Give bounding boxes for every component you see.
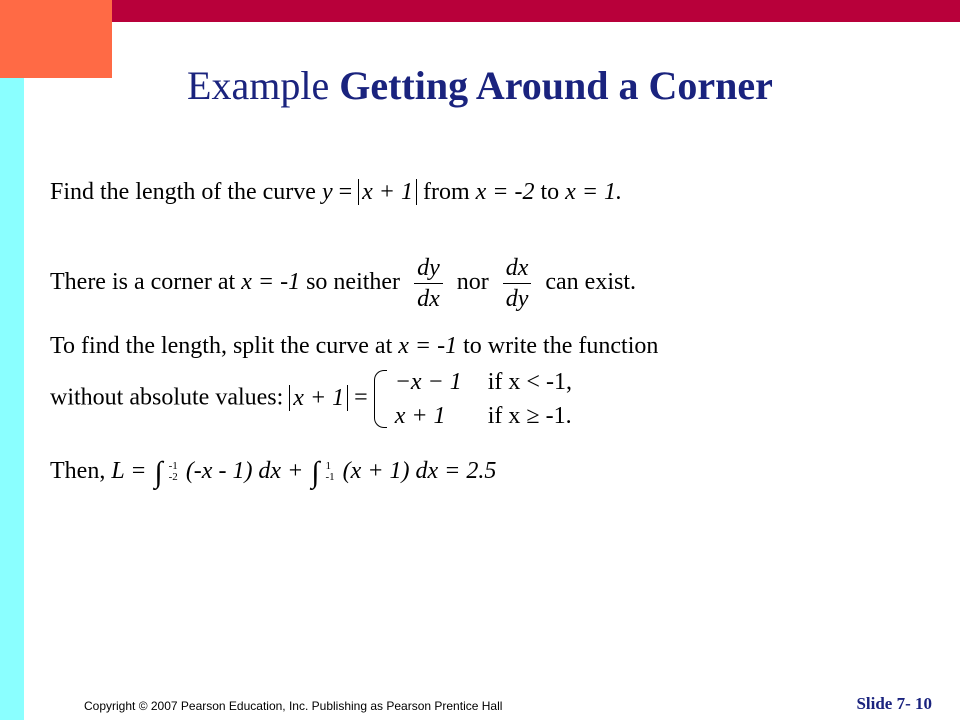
frac1-numerator: dy bbox=[414, 256, 443, 284]
abs-expression: x + 1 bbox=[289, 385, 348, 411]
derivative-dy-dx bbox=[414, 256, 443, 311]
then-text: Then, bbox=[50, 458, 106, 484]
frac2-denominator: dy bbox=[505, 286, 529, 312]
absolute-value-expression: x + 1 bbox=[358, 179, 417, 205]
piecewise-function bbox=[374, 370, 572, 428]
integral1-limits bbox=[169, 461, 178, 484]
integrand-1: (-x - 1) dx + bbox=[185, 458, 304, 484]
from-text: from bbox=[423, 179, 470, 205]
integral-statement bbox=[50, 458, 496, 488]
frac1-denominator: dx bbox=[417, 286, 440, 312]
case2-condition: if x ≥ -1. bbox=[487, 403, 572, 429]
piecewise-equals: = bbox=[354, 384, 368, 411]
equals-sign: = bbox=[338, 179, 353, 205]
title-main: Getting Around a Corner bbox=[339, 63, 773, 108]
integral2-lower: -1 bbox=[325, 471, 335, 484]
slide-number: Slide 7- 10 bbox=[856, 694, 932, 713]
integral-sign-2: ∫ bbox=[311, 456, 320, 489]
problem-text: Find the length of the curve bbox=[50, 179, 316, 205]
frac2-numerator: dx bbox=[503, 256, 532, 284]
title-prefix: Example bbox=[187, 63, 330, 108]
corner-text: There is a corner at bbox=[50, 269, 236, 296]
can-exist-text: can exist. bbox=[545, 269, 637, 296]
piecewise-statement bbox=[50, 370, 572, 428]
neither-text: so neither bbox=[306, 269, 401, 296]
corner-statement bbox=[50, 256, 636, 311]
split-text: To find the length, split the curve at bbox=[50, 333, 393, 359]
slide-title bbox=[0, 62, 960, 109]
integral-sign-1: ∫ bbox=[154, 456, 163, 489]
integral1-upper: -1 bbox=[168, 459, 178, 472]
range-end: x = 1. bbox=[565, 179, 623, 205]
write-function-text: to write the function bbox=[463, 333, 659, 359]
corner-x-value: x = -1 bbox=[241, 269, 301, 296]
length-L: L = bbox=[111, 458, 147, 484]
nor-text: nor bbox=[456, 269, 489, 296]
left-accent-bar bbox=[0, 78, 24, 720]
left-brace bbox=[374, 370, 387, 428]
integral2-limits bbox=[326, 461, 335, 484]
range-start: x = -2 bbox=[475, 179, 535, 205]
case1-condition: if x < -1, bbox=[487, 369, 572, 395]
split-statement bbox=[50, 334, 658, 358]
copyright-footer: Copyright © 2007 Pearson Education, Inc. Publishing as Pearson Prentice Hall bbox=[84, 699, 503, 713]
top-accent-bar bbox=[112, 0, 960, 22]
without-abs-text: without absolute values: bbox=[50, 384, 284, 411]
derivative-dx-dy bbox=[503, 256, 532, 311]
var-y: y bbox=[321, 179, 333, 205]
integral2-upper: 1 bbox=[325, 459, 331, 472]
case1-expression: −x − 1 bbox=[394, 369, 462, 395]
problem-statement bbox=[50, 180, 622, 204]
to-text: to bbox=[540, 179, 560, 205]
split-x-value: x = -1 bbox=[398, 333, 458, 359]
piecewise-cases bbox=[395, 370, 572, 428]
case2-expression: x + 1 bbox=[394, 403, 446, 429]
integral1-lower: -2 bbox=[168, 471, 178, 484]
integrand-2: (x + 1) dx = 2.5 bbox=[342, 458, 497, 484]
